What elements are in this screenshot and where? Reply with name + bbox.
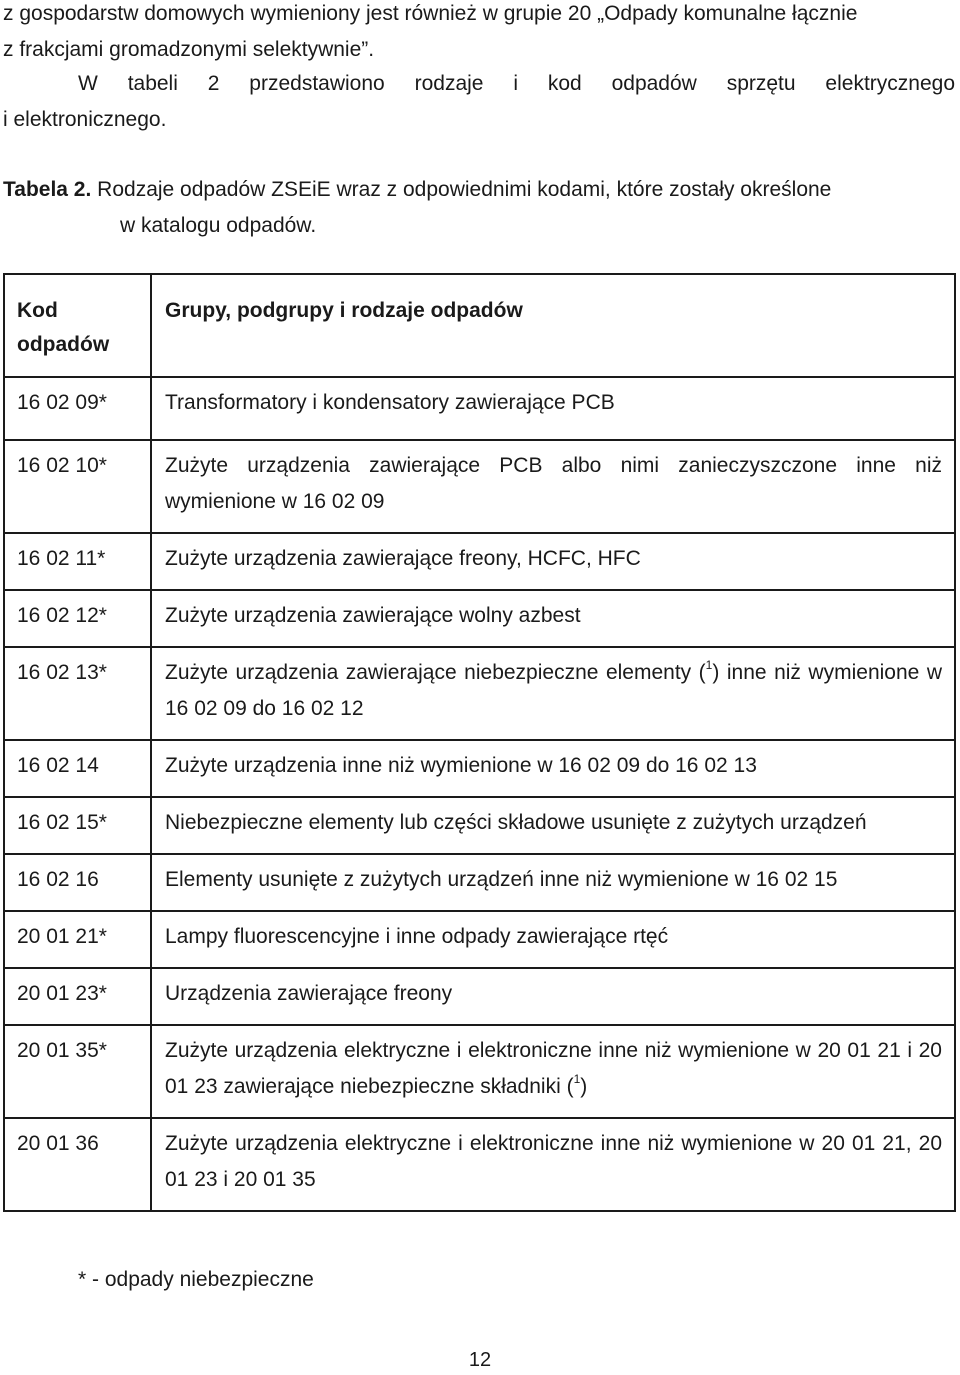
row-description: Elementy usunięte z zużytych urządzeń inne niż wymienione w 16 02 15 [151,854,955,911]
row-code: 16 02 10* [4,440,151,533]
header-code-line-2: odpadów [17,333,110,356]
para2-line-2: i elektronicznego. [3,108,167,131]
row-description: Transformatory i kondensatory zawierające PCB [151,377,955,440]
row-code: 20 01 36 [4,1118,151,1211]
row-code: 16 02 09* [4,377,151,440]
caption-text: Rodzaje odpadów ZSEiE wraz z odpowiednimi kodami, które zostały określone [97,178,832,201]
row-code: 16 02 14 [4,740,151,797]
row-description: Zużyte urządzenia elektryczne i elektroniczne inne niż wymienione w 20 01 21, 20 01 23 i 20 01 35 [151,1118,955,1211]
hazardous-footnote: * - odpady niebezpieczne [78,1268,314,1291]
table-row [4,1025,955,1118]
row-description: Zużyte urządzenia zawierające wolny azbest [151,590,955,647]
row-description: Zużyte urządzenia inne niż wymienione w 16 02 09 do 16 02 13 [151,740,955,797]
row-code: 20 01 35* [4,1025,151,1118]
footnote-marker: 1 [573,1072,581,1086]
row-code: 16 02 16 [4,854,151,911]
intro-line-2: z frakcjami gromadzonymi selektywnie”. [3,38,375,61]
table-header-row [4,274,955,377]
table-row [4,854,955,911]
caption-label: Tabela 2. [3,178,92,201]
header-code-line-1: Kod [17,299,58,322]
row-code: 16 02 12* [4,590,151,647]
para2-line-1: W tabeli 2 przedstawiono rodzaje i kod odpadów sprzętu elektrycznego [78,72,955,95]
table-row [4,1118,955,1211]
row-description: Lampy fluorescencyjne i inne odpady zawierające rtęć [151,911,955,968]
table-reference-paragraph [3,66,955,138]
row-code: 16 02 11* [4,533,151,590]
header-code [4,274,151,377]
page-number: 12 [468,1349,492,1371]
table-row [4,440,955,533]
table-row [4,647,955,740]
row-description: Urządzenia zawierające freony [151,968,955,1025]
intro-paragraph [3,0,955,68]
table-row [4,797,955,854]
row-code: 16 02 13* [4,647,151,740]
table-caption [3,172,955,244]
table-row [4,968,955,1025]
table-row [4,590,955,647]
header-groups: Grupy, podgrupy i rodzaje odpadów [151,274,955,377]
table-row [4,377,955,440]
row-description: Zużyte urządzenia elektryczne i elektroniczne inne niż wymienione w 20 01 21 i 20 01 23 zawierające niebezpieczne składniki ($^1$) [151,1025,955,1118]
row-code: 20 01 23* [4,968,151,1025]
row-code: 20 01 21* [4,911,151,968]
row-description: Niebezpieczne elementy lub części składowe usunięte z zużytych urządzeń [151,797,955,854]
table-row [4,533,955,590]
table-row [4,911,955,968]
row-description: Zużyte urządzenia zawierające freony, HCFC, HFC [151,533,955,590]
row-code: 16 02 15* [4,797,151,854]
row-description: Zużyte urządzenia zawierające niebezpieczne elementy ($^1$) inne niż wymienione w 16 02 09 do 16 02 12 [151,647,955,740]
intro-line-1: z gospodarstw domowych wymieniony jest również w grupie 20 „Odpady komunalne łącznie [3,2,858,25]
caption-text-line-2: w katalogu odpadów. [120,214,317,237]
row-description: Zużyte urządzenia zawierające PCB albo nimi zanieczyszczone inne niż wymienione w 16 02 09 [151,440,955,533]
waste-codes-table [3,273,956,1212]
footnote-marker: 1 [705,658,713,672]
table-row [4,740,955,797]
